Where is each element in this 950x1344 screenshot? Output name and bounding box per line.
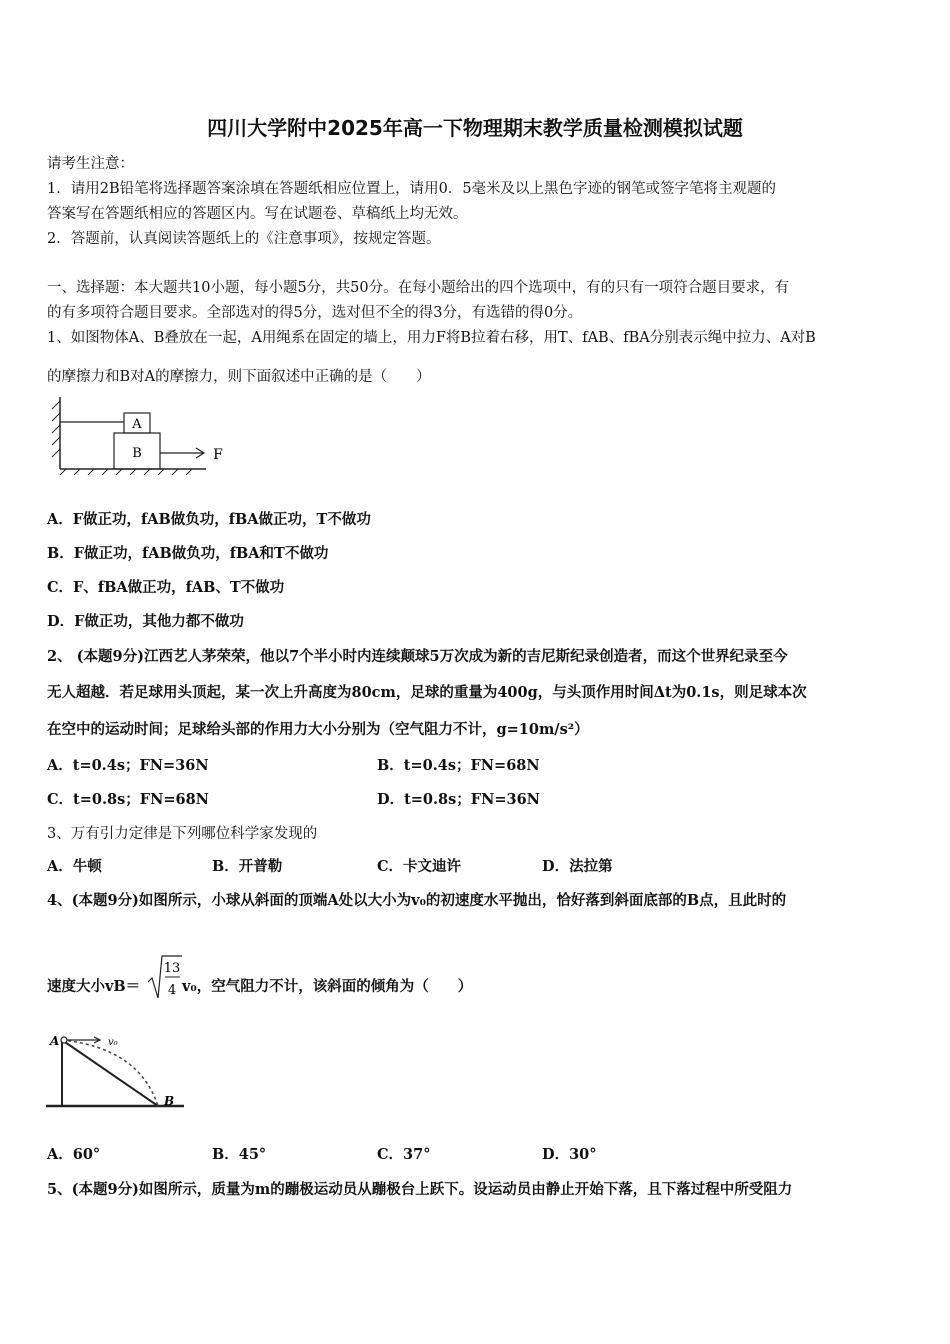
q4-stem-line-2a: 速度大小vB＝ xyxy=(47,978,141,995)
q2-stem-line-2: 无人超越．若足球用头顶起，某一次上升高度为80cm，足球的重量为400g，与头顶作用时间Δt为0.1s，则足球本次 xyxy=(47,684,807,701)
q2-option-c: C．t=0.8s；FN=68N xyxy=(47,791,209,808)
fraction-numerator: 13 xyxy=(163,961,181,976)
page-title: 四川大学附中2025年高一下物理期末教学质量检测模拟试题 xyxy=(207,116,743,140)
q4-stem-line-1: 4、(本题9分)如图所示，小球从斜面的顶端A处以大小为v₀的初速度水平抛出，恰好落到斜面底部的B点，且此时的 xyxy=(47,892,787,909)
q4-stem-line-2b: v₀，空气阻力不计，该斜面的倾角为（ ） xyxy=(182,978,473,995)
fig-label-point-a: A xyxy=(50,1034,60,1048)
notice-item-1b: 答案写在答题纸相应的答题区内。写在试题卷、草稿纸上均无效。 xyxy=(47,206,468,222)
fig-label-b: B xyxy=(132,446,142,461)
q2-stem-line-3: 在空中的运动时间；足球给头部的作用力大小分别为（空气阻力不计，g=10m/s²） xyxy=(47,721,589,738)
q1-option-a: A．F做正功，fAB做负功，fBA做正功，T不做功 xyxy=(47,511,371,528)
q1-option-d: D．F做正功，其他力都不做功 xyxy=(47,613,244,630)
q1-stem-line-1: 1、如图物体A、B叠放在一起，A用绳系在固定的墙上，用力F将B拉着右移，用T、fAB、fBA分别表示绳中拉力、A对B xyxy=(47,330,816,346)
fig-label-f: F xyxy=(213,447,223,463)
q5-stem-line-1: 5、(本题9分)如图所示，质量为m的蹦极运动员从蹦极台上跃下。设运动员由静止开始下落，且下落过程中所受阻力 xyxy=(47,1181,793,1198)
q4-option-c: C．37° xyxy=(377,1146,431,1163)
q2-option-d: D．t=0.8s；FN=36N xyxy=(377,791,540,808)
q2-option-a: A．t=0.4s；FN=36N xyxy=(47,757,209,774)
fig-label-v0: v₀ xyxy=(108,1037,118,1048)
notice-item-1a: 1．请用2B铅笔将选择题答案涂填在答题纸相应位置上，请用0．5毫米及以上黑色字迹的钢笔或签字笔将主观题的 xyxy=(47,181,777,197)
q1-stem-line-2: 的摩擦力和B对A的摩擦力，则下面叙述中正确的是（ ） xyxy=(47,369,431,385)
section-line-1: 一、选择题：本大题共10小题，每小题5分，共50分。在每小题给出的四个选项中，有的只有一项符合题目要求，有 xyxy=(47,280,790,296)
q4-option-d: D．30° xyxy=(542,1146,597,1163)
q4-option-a: A．60° xyxy=(47,1146,101,1163)
notice-heading: 请考生注意： xyxy=(47,156,134,172)
q3-option-a: A．牛顿 xyxy=(47,858,102,875)
q2-option-b: B．t=0.4s；FN=68N xyxy=(377,757,540,774)
q3-option-c: C．卡文迪许 xyxy=(377,858,462,875)
q2-stem-line-1: 2、 (本题9分)江西艺人茅荣荣，他以7个半小时内连续颠球5万次成为新的吉尼斯纪录创造者，而这个世界纪录至今 xyxy=(47,648,788,665)
q3-stem: 3、万有引力定律是下列哪位科学家发现的 xyxy=(47,826,318,842)
q3-option-b: B．开普勒 xyxy=(212,858,283,875)
fraction-denominator: 4 xyxy=(167,983,177,998)
notice-item-2: 2．答题前，认真阅读答题纸上的《注意事项》，按规定答题。 xyxy=(47,231,441,247)
q1-block-figure xyxy=(46,395,236,475)
q1-option-b: B．F做正功，fAB做负功，fBA和T不做功 xyxy=(47,545,329,562)
q4-incline-figure xyxy=(44,1030,189,1116)
section-line-2: 的有多项符合题目要求。全部选对的得5分，选对但不全的得3分，有选错的得0分。 xyxy=(47,305,583,321)
q1-option-c: C．F、fBA做正功，fAB、T不做功 xyxy=(47,579,285,596)
q3-option-d: D．法拉第 xyxy=(542,858,613,875)
fig-label-point-b: B xyxy=(164,1094,175,1108)
q4-sqrt-fraction xyxy=(146,952,182,1002)
q4-option-b: B．45° xyxy=(212,1146,267,1163)
fig-label-a: A xyxy=(132,417,142,432)
